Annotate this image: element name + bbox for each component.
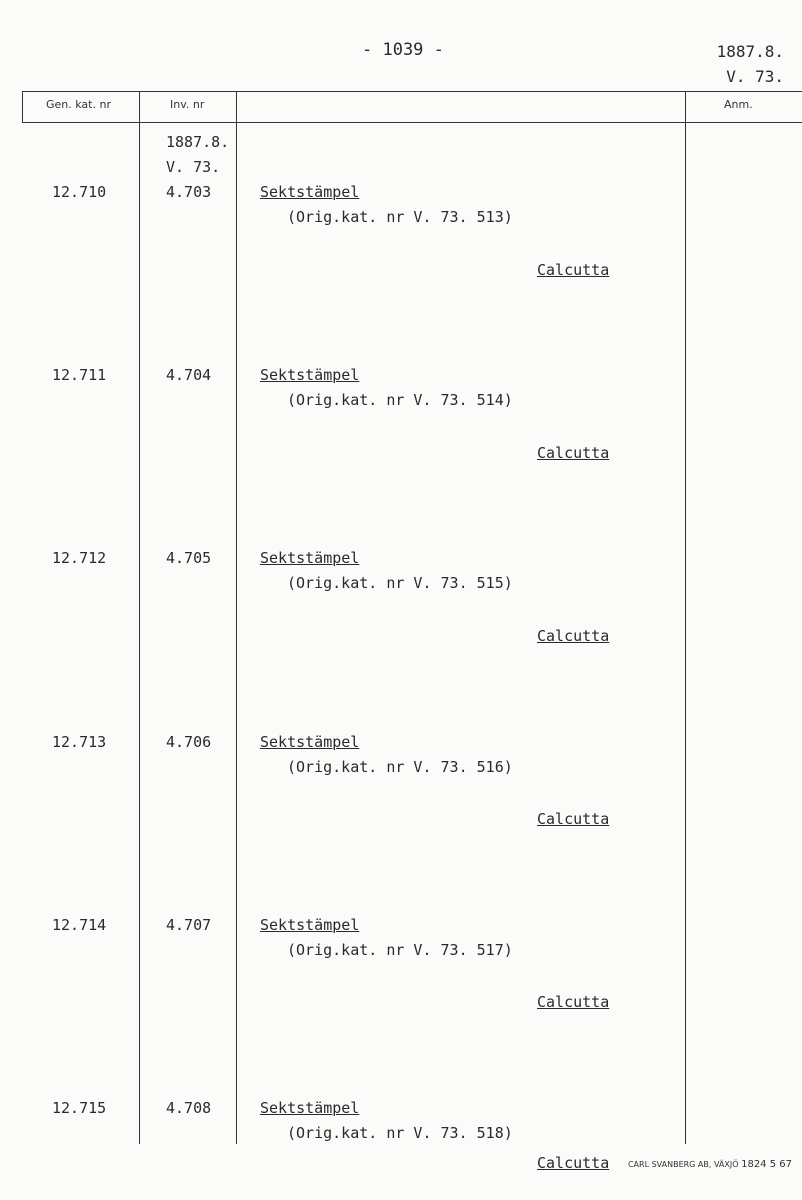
inv-group-year: 1887.8. [166,133,230,151]
place-name: Calcutta [537,1154,610,1172]
orig-catalog-ref: (Orig.kat. nr V. 73. 518) [287,1124,513,1142]
object-title: Sektstämpel [260,549,360,567]
object-title: Sektstämpel [260,733,360,751]
column-header-inv: Inv. nr [170,98,205,111]
orig-catalog-ref: (Orig.kat. nr V. 73. 513) [287,208,513,226]
place-name: Calcutta [537,993,610,1011]
printer-imprint [628,1159,792,1170]
page-number: - 1039 - [362,40,444,60]
column-header-anm: Anm. [724,98,753,111]
orig-catalog-ref: (Orig.kat. nr V. 73. 517) [287,941,513,959]
gen-kat-number: 12.713 [52,733,107,751]
inv-number: 4.706 [166,733,212,751]
orig-catalog-ref: (Orig.kat. nr V. 73. 516) [287,758,513,776]
gen-kat-number: 12.712 [52,549,107,567]
catalog-ref-year: 1887.8. [716,42,784,61]
orig-catalog-ref: (Orig.kat. nr V. 73. 514) [287,391,513,409]
place-name: Calcutta [537,261,610,279]
gen-kat-number: 12.711 [52,366,107,384]
inv-group-volume: V. 73. [166,158,221,176]
gen-kat-number: 12.714 [52,916,107,934]
inv-number: 4.705 [166,549,212,567]
catalog-ref-volume: V. 73. [726,67,784,86]
object-title: Sektstämpel [260,183,360,201]
gen-kat-number: 12.715 [52,1099,107,1117]
column-divider-3 [685,91,686,1144]
column-divider-1 [139,91,140,1144]
inv-number: 4.708 [166,1099,212,1117]
orig-catalog-ref: (Orig.kat. nr V. 73. 515) [287,574,513,592]
column-header-gen-kat: Gen. kat. nr [46,98,111,111]
table-left-border [22,91,23,122]
place-name: Calcutta [537,810,610,828]
place-name: Calcutta [537,627,610,645]
object-title: Sektstämpel [260,916,360,934]
inv-number: 4.704 [166,366,212,384]
gen-kat-number: 12.710 [52,183,107,201]
object-title: Sektstämpel [260,366,360,384]
inv-number: 4.703 [166,183,212,201]
printer-name: CARL SVANBERG AB, VÄXJÖ [627,1160,739,1169]
column-divider-2 [236,91,237,1144]
form-code: 1824 5 67 [741,1159,792,1170]
object-title: Sektstämpel [260,1099,360,1117]
inv-number: 4.707 [166,916,212,934]
place-name: Calcutta [537,444,610,462]
